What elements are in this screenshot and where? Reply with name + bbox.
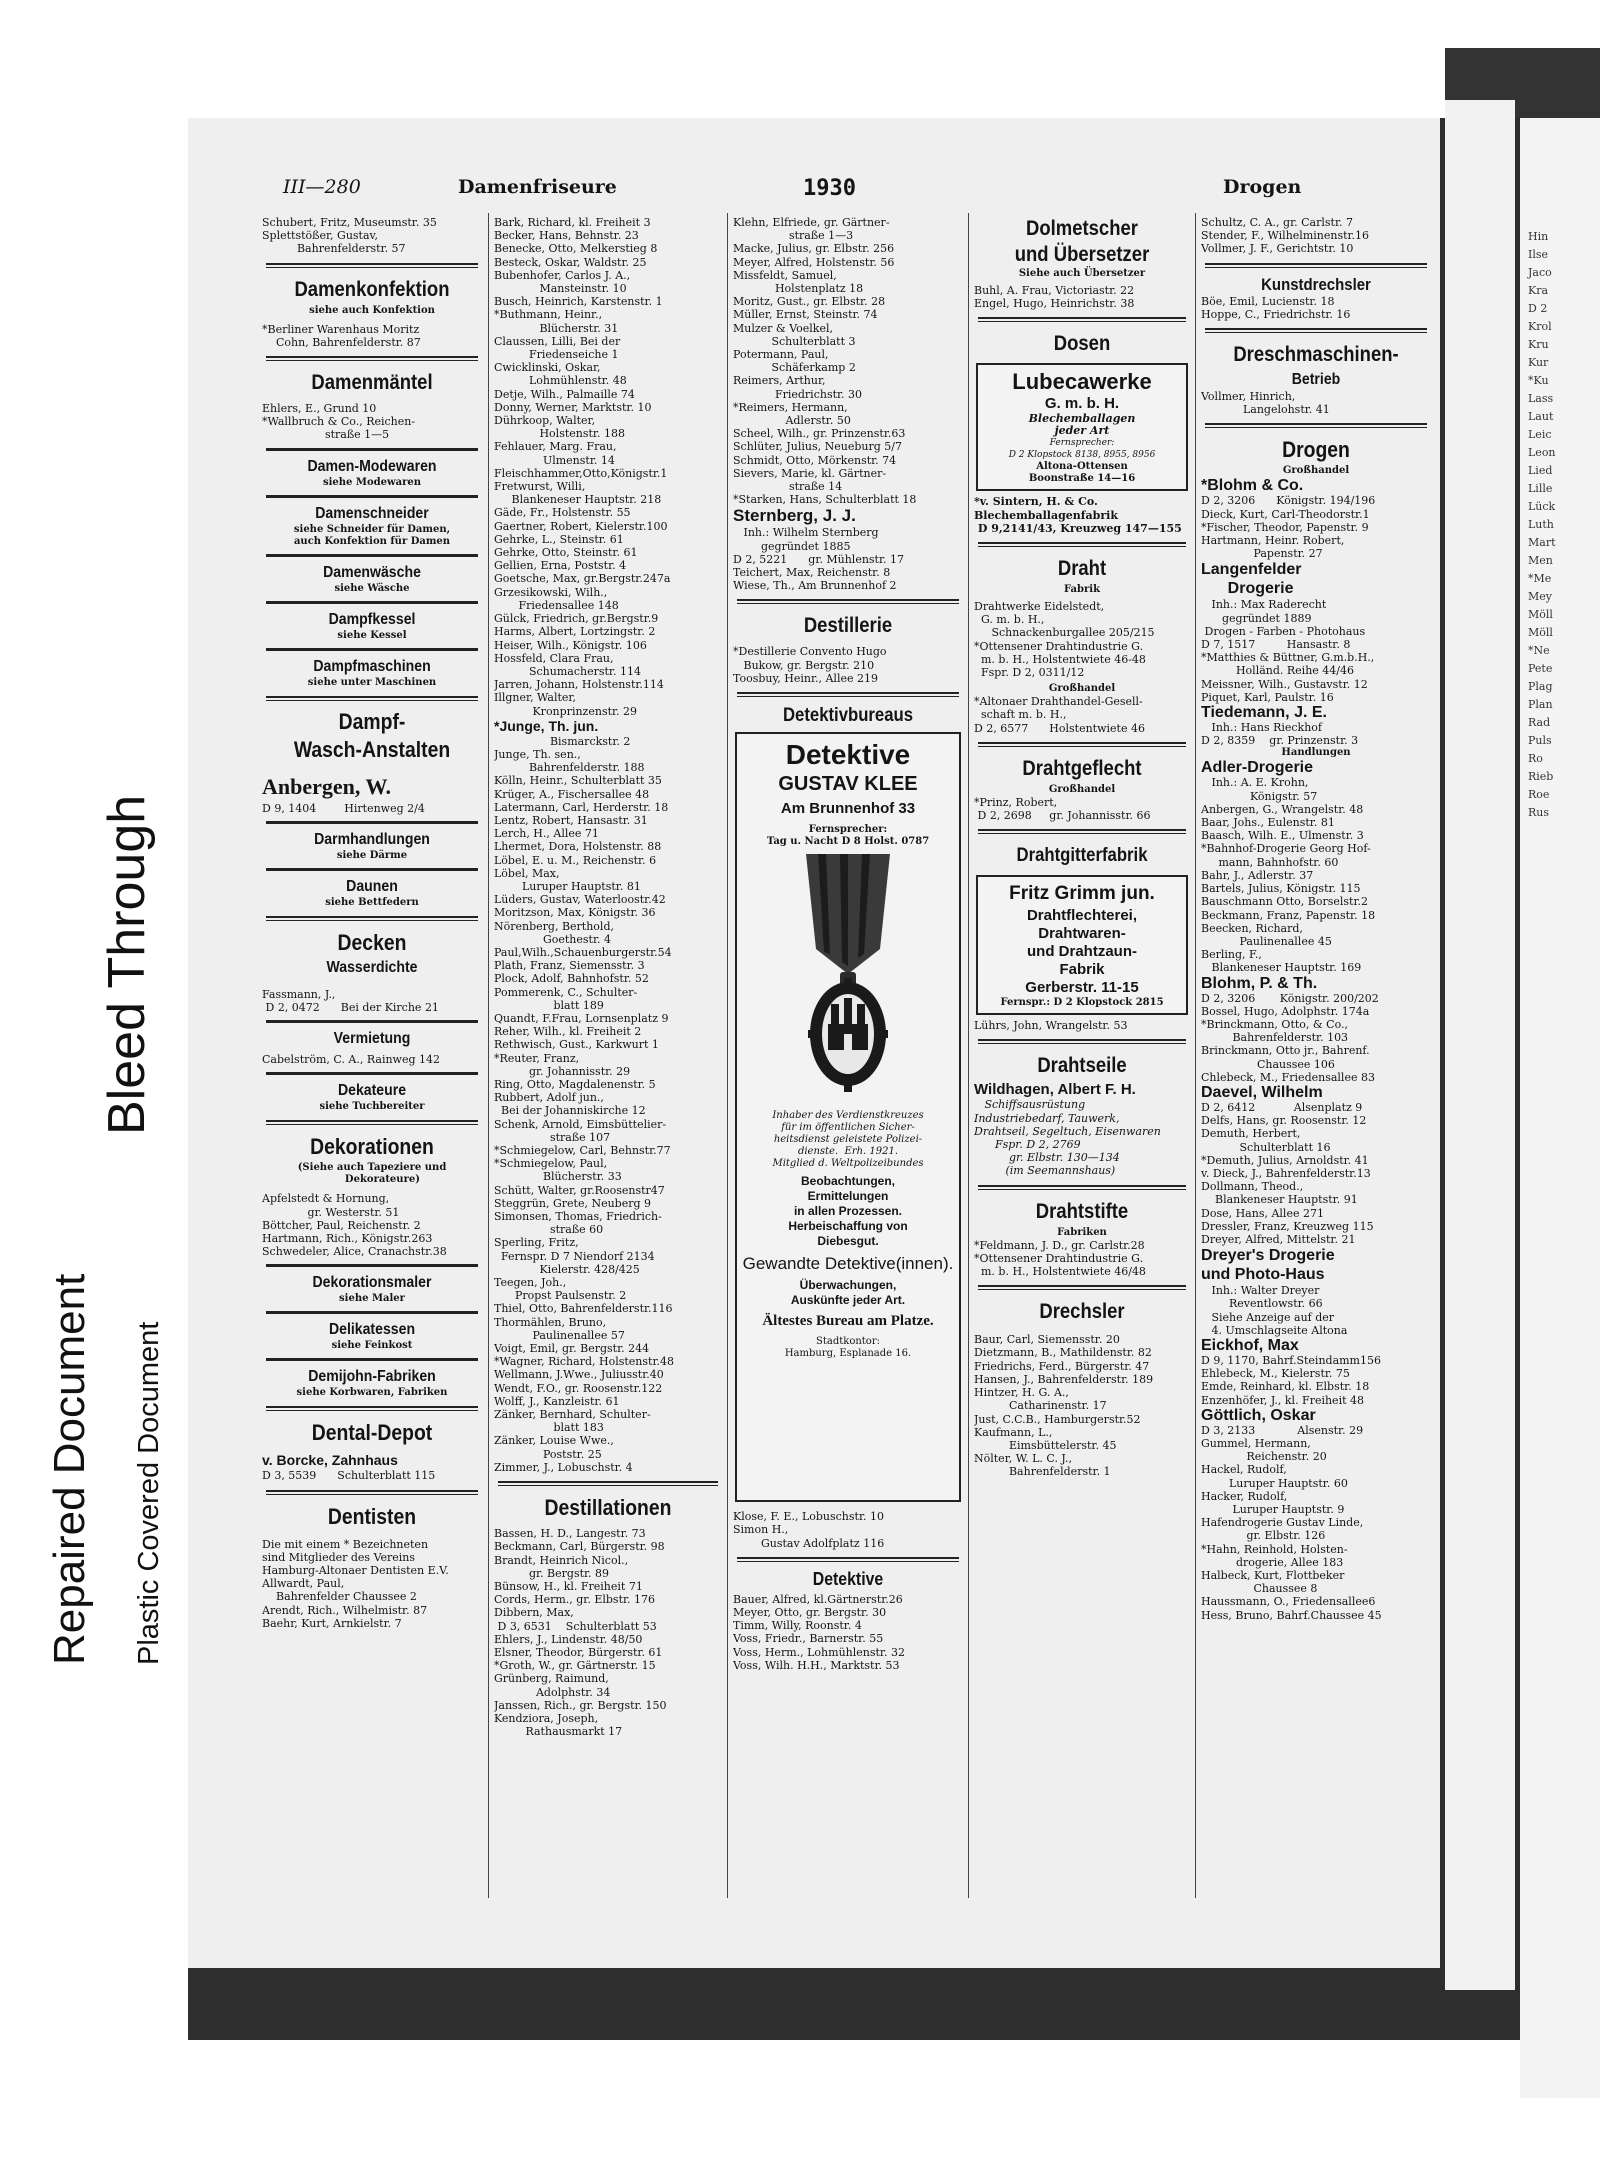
listing: Inh.: Walter Dreyer Reventlowstr. 66 Siehe Anzeige auf der 4. Umschlagseite Altona: [1211, 1284, 1348, 1337]
listing: Inh.: A. E. Krohn, Königstr. 57 Anbergen, G., Wrangelstr. 48 Baar, Johs., Eulenstr. 81 Baasch, Wilh. E., Ulmenstr. 3 *Bahnhof-Drogerie Georg Hof- mann, Bahnhofstr. 60 Bahr, J., Adlerstr. 37 Bartels, Julius, Königstr. 115 Bauschmann Otto, Borselstr.2 Beckmann, Franz, Papenstr. 18 Beecken, Richard, Paulinenallee 45 Berling, F., Blankeneser Hauptstr. 169: [1201, 776, 1376, 975]
rule: [266, 356, 478, 361]
listing: Bassen, H. D., Langestr. 73 Beckmann, Carl, Bürgerstr. 98 Brandt, Heinrich Nicol., gr. Bergstr. 89 Bünsow, H., kl. Freiheit 71 Cords, Herm., gr. Elbstr. 176 Dibbern, Max, D 3, 6531 Schulterblatt 53 Ehlers, J., Lindenstr. 48/50 Elsner, Theodor, Bürgerstr. 61 *Groth, W., gr. Gärtnerstr. 15 Grünberg, Raimund, Adolphstr. 34 Janssen, Rich., gr. Bergstr. 150 Kendziora, Joseph, Rathausmarkt 17: [494, 1527, 667, 1739]
column-rule: [727, 213, 728, 1898]
listing: Die mit einem * Bezeichneten sind Mitglieder des Vereins Hamburg-Altonaer Dentisten E.V. Allwardt, Paul, Bahrenfelder Chaussee 2 Arendt, Rich., Wilhelmistr. 87 Baehr, Kurt, Arnkielstr. 7: [262, 1537, 449, 1630]
heading-dekorationsmaler: Dekorationsmaler: [312, 1274, 432, 1292]
heading-dental-depot: Dental-Depot: [311, 1420, 433, 1446]
listing: Lührs, John, Wrangelstr. 53: [974, 1019, 1128, 1033]
facing-page-word: *Ne: [1528, 644, 1550, 657]
subheading: Fabrik: [1063, 584, 1101, 596]
rule: [266, 1490, 478, 1495]
rule: [266, 1020, 478, 1023]
listing-wildhagen: Wildhagen, Albert F. H.: [974, 1081, 1136, 1099]
ad-services-2: Überwachungen, Auskünfte jeder Art.: [790, 1278, 906, 1308]
rule: [266, 554, 478, 557]
rule: [266, 1072, 478, 1075]
facing-page-word: Leic: [1528, 428, 1552, 441]
rule: [978, 1185, 1186, 1190]
rule: [737, 599, 959, 604]
see-also: siehe Maler: [339, 1293, 405, 1305]
heading-detektive: Detektive: [812, 1568, 884, 1589]
running-head: [283, 176, 1403, 206]
listing-sternberg: Sternberg, J. J.: [733, 506, 856, 526]
advertisement-lubecawerke: [976, 363, 1188, 491]
column-1: [262, 216, 482, 1896]
subheading: Fabriken: [1057, 1226, 1107, 1238]
facing-page-word: Ilse: [1528, 248, 1549, 261]
facing-page-fragment: [1520, 118, 1600, 2098]
facing-page-word: *Ku: [1528, 374, 1549, 387]
rule: [978, 1285, 1186, 1290]
heading-draht: Draht: [1057, 557, 1107, 581]
facing-page-word: Möll: [1528, 626, 1553, 639]
facing-page-word: Lille: [1528, 482, 1553, 495]
section-title: Damenfriseure: [458, 176, 617, 198]
ad-gewandte: Gewandte Detektive(innen).: [742, 1254, 954, 1274]
facing-page-word: Leon: [1528, 446, 1556, 459]
heading-betrieb: Betrieb: [1291, 371, 1341, 389]
facing-page-word: Kra: [1528, 284, 1549, 297]
ad-lubeca-products: Blechemballagen jeder Art: [1028, 412, 1136, 438]
facing-page-word: Mart: [1528, 536, 1556, 549]
ad-lubeca-phone: Fernsprecher: D 2 Klopstock 8138, 8955, 8956: [1008, 438, 1156, 461]
rule: [266, 696, 478, 701]
label-plastic-covered: Plastic Covered Document: [133, 1321, 165, 1665]
ad-phone: Tag u. Nacht D 8 Holst. 0787: [766, 836, 930, 848]
listing: Klehn, Elfriede, gr. Gärtner- straße 1—3 Macke, Julius, gr. Elbstr. 256 Meyer, Alfred, Holstenstr. 56 Missfeldt, Samuel, Holstenplatz 18 Moritz, Gust., gr. Elbstr. 28 Müller, Ernst, Steinstr. 74 Mulzer & Voelkel, Schulterblatt 3 Potermann, Paul, Schäferkamp 2 Reimers, Arthur, Friedrichstr. 30 *Reimers, Hermann, Adlerstr. 50 Scheel, Wilh., gr. Prinzenstr.63 Schlüter, Julius, Neueburg 5/7 Schmidt, Otto, Mörkenstr. 74 Sievers, Marie, kl. Gärtner- straße 14 *Starken, Hans, Schulterblatt 18: [733, 216, 917, 507]
heading-drahtgitterfabrik: Drahtgitterfabrik: [1016, 845, 1148, 867]
facing-page-word: Plan: [1528, 698, 1553, 711]
heading-dekateure: Dekateure: [337, 1082, 407, 1100]
rule: [978, 317, 1186, 322]
facing-page-word: Mey: [1528, 590, 1552, 603]
heading-damenmaentel: Damenmäntel: [311, 371, 433, 395]
facing-page-word: Lied: [1528, 464, 1553, 477]
ad-aeltestes: Ältestes Bureau am Platze.: [762, 1313, 934, 1330]
ad-lubeca-gmbh: G. m. b. H.: [1044, 395, 1120, 413]
listing: D 3, 2133 Alsenstr. 29 Gummel, Hermann, Reichenstr. 20 Hackel, Rudolf, Luruper Hauptstr. 60 Hacker, Rudolf, Luruper Hauptstr. 9 Hafendrogerie Gustav Linde, gr. Elbstr. 126 *Hahn, Reinhold, Holsten- drogerie, Allee 183 Halbeck, Kurt, Flottbeker Chaussee 8 Haussmann, O., Friedensallee6 Hess, Bruno, Bahrf.Chaussee 45: [1201, 1423, 1382, 1622]
facing-page-word: Kur: [1528, 356, 1549, 369]
listing-langenfelder: Langenfelder Drogerie: [1201, 561, 1302, 598]
see-also: siehe Därme: [336, 849, 408, 861]
listing: D 2, 6412 Alsenplatz 9 Delfs, Hans, gr. Roosenstr. 12 Demuth, Herbert, Schulterblatt 16 *Demuth, Julius, Arnoldstr. 41 v. Dieck, J., Bahrenfelderstr.13 Dollmann, Theod., Blankeneser Hauptstr. 91 Dose, Hans, Allee 271 Dressler, Franz, Kreuzweg 115 Dreyer, Alfred, Mittelstr. 21: [1201, 1100, 1374, 1246]
facing-page-word: Rus: [1528, 806, 1550, 819]
heading-drogen: Drogen: [1282, 437, 1350, 463]
listing: Fassmann, J., D 2, 0472 Bei der Kirche 21: [262, 987, 439, 1015]
column-rule: [968, 213, 969, 1898]
rule: [1205, 263, 1427, 268]
facing-page-word: Jaco: [1528, 266, 1552, 279]
listing: Cabelström, C. A., Rainweg 142: [262, 1053, 441, 1067]
facing-page-word: Plag: [1528, 680, 1553, 693]
listing: D 9, 1170, Bahrf.Steindamm156 Ehlebeck, M., Kielerstr. 75 Emde, Reinhard, kl. Elbstr. 18 Enzenhöfer, J., kl. Freiheit 48: [1201, 1353, 1381, 1407]
facing-page-word: Hin: [1528, 230, 1549, 243]
directory-page: [188, 118, 1440, 1968]
see-also: siehe Modewaren: [323, 476, 421, 488]
scan-border-right: [1445, 100, 1515, 1990]
heading-demijohn-fabriken: Demijohn-Fabriken: [308, 1368, 436, 1386]
rule: [737, 1557, 959, 1562]
listing: *Destillerie Convento Hugo Bukow, gr. Bergstr. 210 Toosbuy, Heinr., Allee 219: [733, 645, 887, 685]
heading-wasserdichte: Wasserdichte: [326, 958, 418, 976]
facing-page-word: Puls: [1528, 734, 1552, 747]
see-also: (Siehe auch Tapeziere und Dekorateure): [297, 1162, 447, 1186]
facing-page-word: Lück: [1528, 500, 1556, 513]
column-4: [974, 216, 1190, 1896]
listing: *Prinz, Robert, D 2, 2698 gr. Johannisstr. 66: [974, 795, 1151, 823]
rule: [266, 495, 478, 498]
ad-grimm-address: Gerberstr. 11-15: [1025, 979, 1139, 997]
ad-kontor: Stadtkontor: Hamburg, Esplanade 16.: [784, 1336, 912, 1360]
listing: Schiffsausrüstung Industriebedarf, Tauwerk, Drahtseil, Segeltuch, Eisenwaren Fspr. D 2, 2769 gr. Elbstr. 130—134 (im Seemannshaus): [974, 1098, 1161, 1178]
rule: [498, 1481, 718, 1486]
listing: Drahtwerke Eidelstedt, G. m. b. H., Schnackenburgallee 205/215 *Ottensener Drahtindustrie G. m. b. H., Holstentwiete 46-48 Fspr. D 2, 0311/12: [974, 600, 1155, 680]
listing: Ehlers, E., Grund 10 *Wallbruch & Co., Reichen- straße 1—5: [262, 402, 416, 442]
heading-decken: Decken: [337, 929, 407, 955]
listing: D 9, 1404 Hirtenweg 2/4: [262, 801, 425, 815]
facing-page-word: Luth: [1528, 518, 1554, 531]
rule: [978, 1039, 1186, 1044]
ad-grimm-phone: Fernspr.: D 2 Klopstock 2815: [1000, 997, 1164, 1009]
heading-destillerie: Destillerie: [803, 614, 893, 638]
see-also: Siehe auch Übersetzer: [1018, 268, 1146, 279]
ad-grimm-name: Fritz Grimm jun.: [1009, 883, 1155, 905]
see-also: siehe Bettfedern: [325, 896, 419, 908]
column-3: [733, 216, 963, 1896]
facing-page-word: D 2: [1528, 302, 1548, 315]
see-also: siehe Kessel: [337, 629, 407, 641]
column-2: [494, 216, 722, 1896]
listing: Inh.: Max Raderecht gegründet 1889 Drogen - Farben - Photohaus D 7, 1517 Hansastr. 8 *Matthies & Büttner, G.m.b.H., Holländ. Reihe 44/46 Meissner, Wilh., Gustavstr. 12 Piquet, Karl, Paulstr. 16: [1201, 598, 1375, 704]
see-also: siehe Schneider für Damen, auch Konfektion für Damen: [293, 523, 451, 547]
listing: Bauer, Alfred, kl.Gärtnerstr.26 Meyer, Otto, gr. Bergstr. 30 Timm, Willy, Roonstr. 4 Voss, Friedr., Barnerstr. 55 Voss, Herm., Lohmühlenstr. 32 Voss, Wilh. H.H., Marktstr. 53: [733, 1592, 905, 1672]
rule: [266, 1120, 478, 1125]
facing-page-word: Krol: [1528, 320, 1552, 333]
rule: [266, 916, 478, 921]
subheading: Handlungen: [1281, 747, 1351, 759]
label-repaired-document: Repaired Document: [45, 1273, 94, 1665]
ad-grimm-products: Drahtflechterei, Drahtwaren- und Drahtzaun- Fabrik: [1026, 907, 1138, 979]
heading-dolmetscher: Dolmetscher und Übersetzer: [1014, 217, 1150, 266]
facing-page-word: Lass: [1528, 392, 1554, 405]
listing-goettlich: Göttlich, Oskar: [1201, 1406, 1316, 1424]
see-also: siehe Tuchbereiter: [319, 1101, 425, 1113]
heading-dentisten: Dentisten: [327, 1503, 417, 1529]
rule: [978, 542, 1186, 547]
scan-border-top: [150, 48, 1445, 118]
listing: D 2, 3206 Königstr. 200/202 Bossel, Hugo, Adolphstr. 174a *Brinckmann, Otto, & Co., Bahrenfelderstr. 103 Brinckmann, Otto jr., Bahrenf. Chaussee 106 Chlebeck, M., Friedensallee 83: [1201, 991, 1379, 1084]
rule: [1205, 423, 1427, 428]
rule: [978, 742, 1186, 747]
listing: Baur, Carl, Siemensstr. 20 Dietzmann, B., Mathildenstr. 82 Friedrichs, Ferd., Bürgerstr. 47 Hansen, J., Bahrenfelderstr. 189 Hintzer, H. G. A., Catharinenstr. 17 Just, C.C.B., Hamburgerstr.52 Kaufmann, L., Eimsbüttelerstr. 45 Nölter, W. L. C. J., Bahrenfelderstr. 1: [974, 1333, 1154, 1479]
rule: [266, 448, 478, 451]
ad-title: Detektive: [785, 739, 911, 771]
ad-address: Am Brunnenhof 33: [780, 800, 916, 818]
listing-blohm-p-th: Blohm, P. & Th.: [1201, 974, 1318, 992]
heading-drahtgeflecht: Drahtgeflecht: [1022, 756, 1142, 780]
heading-dekorationen: Dekorationen: [310, 1134, 434, 1160]
ad-phone-label: Fernsprecher:: [808, 824, 888, 836]
listing: Bark, Richard, kl. Freiheit 3 Becker, Hans, Behnstr. 23 Benecke, Otto, Melkerstieg 8 Besteck, Oskar, Waldstr. 25 Bubenhofer, Carlos J. A., Mansteinstr. 10 Busch, Heinrich, Karstenstr. 1 *Buthmann, Heinr., Blücherstr. 31 Claussen, Lilli, Bei der Friedenseiche 1 Cwicklinski, Oskar, Lohmühlenstr. 48 Detje, Wilh., Palmaille 74 Donny, Werner, Marktstr. 10 Dührkoop, Walter, Holstenstr. 188 Fehlauer, Marg. Frau, Ulmenstr. 14 Fleischhammer,Otto,Königstr.1 Fretwurst, Willi, Blankeneser Hauptstr. 218 Gäde, Fr., Holstenstr. 55 Gaertner, Robert, Kielerstr.100 Gehrke, L., Steinstr. 61 Gehrke, Otto, Steinstr. 61 Gellien, Erna, Poststr. 4 Goetsche, Max, gr.Bergstr.247a Grzesikowski, Wilh., Friedensallee 148 Gülck, Friedrich, gr.Bergstr.9 Harms, Albert, Lortzingstr. 2 Heiser, Wilh., Königstr. 106 Hossfeld, Clara Frau, Schumacherstr. 114 Jarren, Johann, Holstenstr.114 Illgner, Walter, Kronprinzenstr. 29: [494, 216, 671, 718]
heading-dampf-wasch-anstalten: Dampf- Wasch-Anstalten: [293, 708, 451, 762]
heading-darmhandlungen: Darmhandlungen: [314, 830, 430, 848]
rule: [266, 648, 478, 651]
facing-page-word: Laut: [1528, 410, 1554, 423]
column-5: [1201, 216, 1431, 1896]
heading-delikatessen: Delikatessen: [328, 1321, 416, 1339]
listing-dreyers-drogerie: Dreyer's Drogerie und Photo-Haus: [1201, 1247, 1335, 1284]
heading-drahtstifte: Drahtstifte: [1035, 1199, 1129, 1223]
listing: Schultz, C. A., gr. Carlstr. 7 Stender, F., Wilhelminenstr.16 Vollmer, J. F., Gerichtstr. 10: [1201, 216, 1370, 256]
facing-page-word: Pete: [1528, 662, 1553, 675]
label-bleed-through: Bleed Through: [98, 794, 156, 1135]
listing-adler-drogerie: Adler-Drogerie: [1201, 759, 1314, 777]
facing-page-word: Rad: [1528, 716, 1551, 729]
listing-blohm-co: *Blohm & Co.: [1201, 477, 1304, 495]
ad-lubeca-name: Lubecawerke: [1012, 369, 1152, 395]
listing: Schubert, Fritz, Museumstr. 35 Splettstößer, Gustav, Bahrenfelderstr. 57: [262, 216, 437, 256]
listing: *Altonaer Drahthandel-Gesell- schaft m. b. H., D 2, 6577 Holstentwiete 46: [974, 695, 1145, 735]
see-also: siehe auch Konfektion: [309, 304, 435, 316]
rule: [266, 868, 478, 871]
heading-kunstdrechsler: Kunstdrechsler: [1261, 274, 1371, 294]
subheading: Großhandel: [1282, 465, 1350, 477]
see-also: siehe Feinkost: [331, 1340, 413, 1352]
rule: [266, 263, 478, 268]
listing: D 3, 5539 Schulterblatt 115: [262, 1469, 436, 1483]
subheading: Großhandel: [1048, 783, 1116, 795]
heading-drechsler: Drechsler: [1039, 1300, 1125, 1324]
facing-page-word: Möll: [1528, 608, 1553, 621]
listing: Inh.: Wilhelm Sternberg gegründet 1885 D 2, 5221 gr. Mühlenstr. 17 Teichert, Max, Reichenstr. 8 Wiese, Th., Am Brunnenhof 2: [733, 526, 905, 593]
column-rule: [1195, 213, 1196, 1898]
listing: *Feldmann, J. D., gr. Carlstr.28 *Ottensener Drahtindustrie G. m. b. H., Holstentwiete 46/48: [974, 1238, 1146, 1279]
ad-medal-text: Inhaber des Verdienstkreuzes für im öffentlichen Sicher- heitsdienst geleistete Polizei- dienste. Erh. 1921. Mitglied d. Weltpolizeibundes: [772, 1110, 924, 1170]
ad-services: Beobachtungen, Ermittelungen in allen Prozessen. Herbeischaffung von Diebesgut.: [788, 1174, 908, 1249]
heading-dampfmaschinen: Dampfmaschinen: [313, 657, 431, 675]
listing-anbergen: Anbergen, W.: [262, 773, 391, 799]
rule: [266, 1406, 478, 1411]
heading-damenschneider: Damenschneider: [315, 504, 429, 522]
heading-dosen: Dosen: [1053, 332, 1111, 356]
advertisement-fritz-grimm: [976, 875, 1188, 1015]
facing-page-word: Ro: [1528, 752, 1543, 765]
listing-daevel: Daevel, Wilhelm: [1201, 1083, 1323, 1101]
see-also: siehe Korbwaren, Fabriken: [296, 1387, 448, 1399]
rule: [1205, 328, 1427, 333]
heading-dreschmaschinen: Dreschmaschinen-: [1233, 343, 1399, 367]
facing-page-word: Kru: [1528, 338, 1549, 351]
listing: *Berliner Warenhaus Moritz Cohn, Bahrenfelderstr. 87: [262, 322, 421, 349]
listing: Böe, Emil, Lucienstr. 18 Hoppe, C., Friedrichstr. 16: [1201, 294, 1351, 321]
heading-destillationen: Destillationen: [544, 1495, 672, 1521]
overlay-labels: [45, 690, 185, 1670]
listing: Bismarckstr. 2 Junge, Th. sen., Bahrenfelderstr. 188 Kölln, Heinr., Schulterblatt 35 Krüger, A., Fischersallee 48 Latermann, Carl, Herderstr. 18 Lentz, Robert, Hansastr. 31 Lerch, H., Allee 71 Lhermet, Dora, Holstenstr. 88 Löbel, E. u. M., Reichenstr. 6 Löbel, Max, Luruper Hauptstr. 81 Lüders, Gustav, Waterloostr.42 Moritzson, Max, Königstr. 36 Nörenberg, Berthold, Goethestr. 4 Paul,Wilh.,Schauenburgerstr.54 Plath, Franz, Siemensstr. 3 Plock, Adolf, Bahnhofstr. 52 Pommerenk, C., Schulter- blatt 189 Quandt, F.Frau, Lornsenplatz 9 Reher, Wilh., kl. Freiheit 2 Rethwisch, Gust., Karkwurt 1 *Reuter, Franz, gr. Johannisstr. 29 Ring, Otto, Magdalenenstr. 5 Rubbert, Adolf jun., Bei der Johanniskirche 12 Schenk, Arnold, Eimsbüttelier- straße 107 *Schmiegelow, Carl, Behnstr.77 *Schmiegelow, Paul, Blücherstr. 33 Schütt, Walter, gr.Roosenstr47 Steggrün, Grete, Neuberg 9 Simonsen, Thomas, Friedrich- straße 60 Sperling, Fritz, Fernspr. D 7 Niendorf 2134 Kielerstr. 428/425 Teegen, Joh., Propst Paulsenstr. 2 Thiel, Otto, Bahrenfelderstr.116 Thormählen, Bruno, Paulinenallee 57 Voigt, Emil, gr. Bergstr. 244 *Wagner, Richard, Holstenstr.48 Wellmann, J.Wwe., Juliusstr.40 Wendt, F.O., gr. Roosenstr.122 Wolff, J., Kanzleistr. 61 Zänker, Bernhard, Schulter- blatt 183 Zänker, Louise Wwe., Poststr. 25 Zimmer, J., Lobuschstr. 4: [494, 734, 674, 1474]
subheading: Großhandel: [1048, 683, 1116, 695]
facing-page-word: Roe: [1528, 788, 1550, 801]
rule: [978, 829, 1186, 834]
year: 1930: [803, 176, 856, 201]
listing: D 2, 3206 Königstr. 194/196 Dieck, Kurt, Carl-Theodorstr.1 *Fischer, Theodor, Papenstr. 9 Hartmann, Heinr. Robert, Papenstr. 27: [1201, 494, 1376, 561]
rule: [266, 1264, 478, 1267]
listing-eickhof: Eickhof, Max: [1201, 1336, 1299, 1354]
listing-tiedemann: Tiedemann, J. E.: [1201, 704, 1327, 722]
see-also: siehe unter Maschinen: [307, 676, 437, 688]
rule: [266, 601, 478, 604]
rule: [266, 1311, 478, 1314]
heading-damenwaesche: Damenwäsche: [323, 563, 421, 581]
heading-damenkonfektion: Damenkonfektion: [294, 277, 450, 301]
ad-name: GUSTAV KLEE: [778, 773, 918, 796]
column-rule: [488, 213, 489, 1898]
page-number: III—280: [283, 176, 361, 198]
facing-page-word: Rieb: [1528, 770, 1554, 783]
advertisement-gustav-klee: [735, 732, 961, 1502]
heading-dampfkessel: Dampfkessel: [328, 610, 416, 628]
listing: Vollmer, Hinrich, Langelohstr. 41: [1201, 390, 1330, 417]
listing: Klose, F. E., Lobuschstr. 10 Simon H., Gustav Adolfplatz 116: [733, 1510, 885, 1550]
facing-page-word: Men: [1528, 554, 1553, 567]
listing-borcke: v. Borcke, Zahnhaus: [262, 1452, 398, 1469]
facing-page-word: *Me: [1528, 572, 1552, 585]
rule: [266, 821, 478, 824]
heading-detektivbureaus: Detektivbureaus: [782, 705, 914, 727]
listing: Inh.: Hans Rieckhof D 2, 8359 gr. Prinzenstr. 3: [1201, 721, 1359, 748]
section-right-title: Drogen: [1223, 176, 1302, 198]
ad-lubeca-address: Altona-Ottensen Boonstraße 14—16: [1028, 461, 1136, 485]
medal-cross-icon: [788, 854, 908, 1104]
listing: Apfelstedt & Hornung, gr. Westerstr. 51 Böttcher, Paul, Reichenstr. 2 Hartmann, Rich., Königstr.263 Schwedeler, Alice, Cranachstr.38: [262, 1192, 447, 1259]
listing-junge: *Junge, Th. jun.: [494, 717, 599, 734]
see-also: siehe Wäsche: [334, 582, 410, 594]
heading-vermietung: Vermietung: [333, 1030, 411, 1048]
heading-damen-modewaren: Damen-Modewaren: [307, 457, 437, 475]
listing: *v. Sintern, H. & Co. Blechemballagenfabrik D 9,2141/43, Kreuzweg 147—155: [974, 495, 1182, 535]
heading-drahtseile: Drahtseile: [1037, 1054, 1127, 1078]
listing: Buhl, A. Frau, Victoriastr. 22 Engel, Hugo, Heinrichstr. 38: [974, 284, 1135, 311]
heading-daunen: Daunen: [346, 877, 398, 895]
rule: [266, 1358, 478, 1361]
rule: [737, 692, 959, 697]
